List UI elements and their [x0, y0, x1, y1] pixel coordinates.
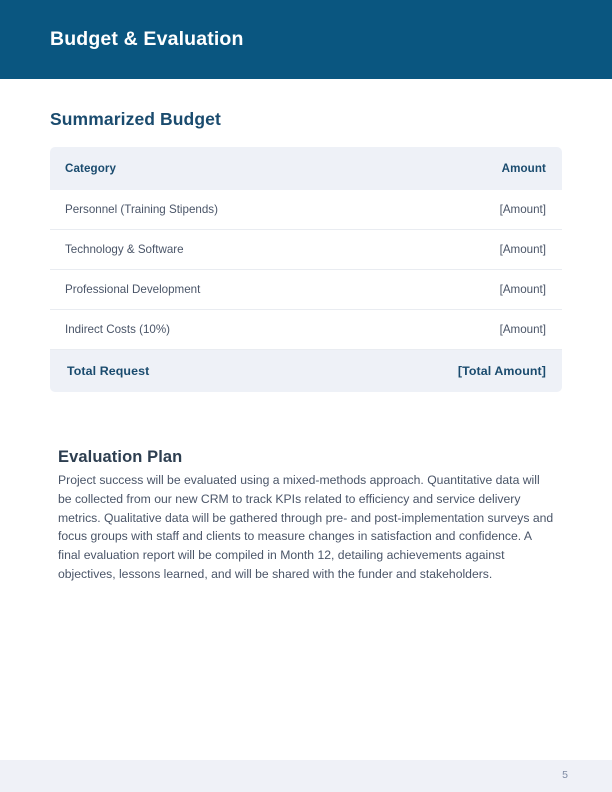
row-amount-value: [Amount]	[499, 322, 546, 336]
page-header-band	[0, 0, 612, 79]
total-label: Total Request	[67, 364, 150, 378]
column-header-category: Category	[65, 162, 117, 175]
evaluation-plan-section	[58, 448, 554, 584]
table-row	[50, 230, 562, 270]
table-row	[50, 190, 562, 230]
row-amount-value: [Amount]	[499, 202, 546, 216]
row-category-label: Technology & Software	[65, 242, 184, 256]
evaluation-plan-heading: Evaluation Plan	[58, 448, 183, 466]
summarized-budget-heading: Summarized Budget	[50, 109, 221, 129]
total-amount-value: [Total Amount]	[457, 364, 546, 378]
page-footer-band	[0, 760, 612, 792]
row-category-label: Personnel (Training Stipends)	[65, 202, 218, 216]
column-header-amount: Amount	[501, 162, 546, 175]
table-total-row	[50, 350, 562, 392]
row-amount-value: [Amount]	[499, 242, 546, 256]
row-category-label: Indirect Costs (10%)	[65, 322, 171, 336]
evaluation-plan-body: Project success will be evaluated using a mixed-methods approach. Quantitative data will be collected from our new CRM to track KPIs related to efficiency and service delivery metrics. Qualitative data will be gathered through pre- and post-implementation surveys and focus groups with staff and clients to measure changes in satisfaction and confidence. A final evaluation report will be compiled in Month 12, detailing achievements against objectives, lessons learned, and will be shared with the funder and stakeholders.	[58, 473, 554, 581]
table-header-row	[50, 147, 562, 190]
summarized-budget-table	[50, 147, 562, 392]
page-title: Budget & Evaluation	[50, 28, 244, 50]
table-row	[50, 270, 562, 310]
row-amount-value: [Amount]	[499, 282, 546, 296]
page-number: 5	[562, 769, 568, 781]
table-row	[50, 310, 562, 350]
row-category-label: Professional Development	[65, 282, 201, 296]
